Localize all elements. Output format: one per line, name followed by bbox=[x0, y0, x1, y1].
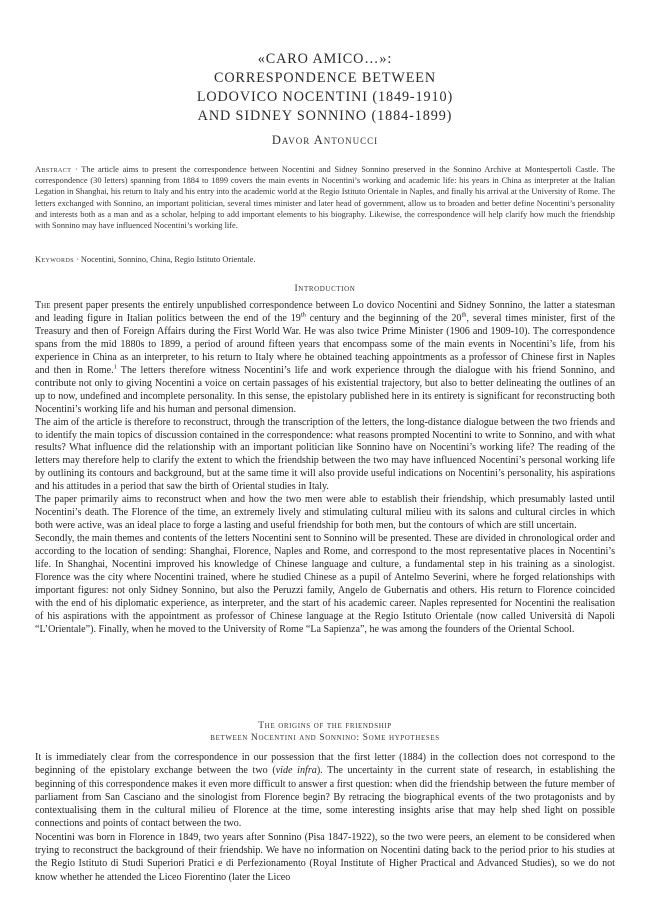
introduction-body bbox=[35, 300, 615, 637]
introduction-paragraph-3: The paper primarily aims to reconstruct when and how the two men were able to establish their friendship, which presumably lasted until Nocentini’s death. The Florence of the time, an extremely lively and stimulating cultural milieu with its salons and cultural circles in which both were active, was an ideal place to forge a lasting and useful friendship for both men, but the contours of which are still uncertain. bbox=[35, 494, 615, 532]
text-run: century and the beginning of the 20 bbox=[305, 312, 462, 324]
introduction-heading: Introduction bbox=[294, 283, 356, 294]
abstract-label: Abstract bbox=[35, 165, 72, 174]
dropcap: The bbox=[35, 300, 51, 311]
origins-heading-line-1: The origins of the friendship bbox=[258, 720, 392, 731]
paper-title-line-4: AND SIDNEY SONNINO (1884-1899) bbox=[197, 108, 453, 124]
origins-body bbox=[35, 751, 615, 884]
paper-title-line-1: «CARO AMICO…»: bbox=[257, 51, 393, 67]
text-run: , several times minister, first of the Treasury and then of Foreign Affairs during the First World War. He was also twice Prime Minister (1906 and 1909-10). The correspondence spans from the mid 1880s to 1899, a period of around fifteen years that encompass some of the main events in Nocentini’s life, from his experience in China as an interpreter, to his return to Italy where he obtained teaching appointments as a professor of Chinese first in Naples and then in Rome. bbox=[35, 312, 615, 376]
abstract bbox=[35, 164, 615, 231]
abstract-text: · The article aims to present the correspondence between Nocentini and Sidney Sonnino preserved in the Sonnino Archive at Montespertoli Castle. The correspondence (30 letters) spanning from 1884 to 1899 covers the main events in Nocentini’s working and academic life: his years in China as interpreter at the Italian Legation in Shanghai, his return to Italy and his entry into the academic world at the Regio Istituto Orientale in Naples, and finally his arrival at the University of Rome. The letters exchanged with Sonnino, an important politician, several times minister and later head of government, allow us to broaden and better define Nocentini’s personality and interests both as a man and as a scholar, helping to add important elements to his biography. Likewise, the correspondence will help clarify how much the friendship with Sonnino may have influenced Nocentini’s working life. bbox=[35, 165, 615, 231]
text-run: ). The uncertainty in the current state of research, in establishing the beginning of this correspondence makes it even more difficult to answer a first question: when did the friendship between the future member of parliament from San Casciano and the sinologist from Florence begin? By retracing the biographical events of the two protagonists and by contextualising them in the cultural milieu of Florence at the time, some interesting insights arise that may help shed light on possible connections and points of contact between the two. bbox=[35, 765, 615, 830]
author-name: Davor Antonucci bbox=[271, 133, 379, 147]
origins-paragraph-1 bbox=[35, 751, 615, 831]
origins-paragraph-2: Nocentini was born in Florence in 1849, two years after Sonnino (Pisa 1847-1922), so the two were peers, an element to be considered when trying to reconstruct the background of their friendship. We have no information on Nocentini dating back to the period prior to his studies at the Regio Istituto di Studi Superiori Pratici e di Perfezionamento (Royal Institute of Higher Practical and Advanced Studies), so we do not know whether he attended the Liceo Fiorentino (later the Liceo bbox=[35, 831, 615, 883]
paper-title-line-3: LODOVICO NOCENTINI (1849-1910) bbox=[196, 89, 454, 105]
introduction-paragraph-4: Secondly, the main themes and contents of the letters Nocentini sent to Sonnino will be presented. These are divided in chronological order and according to the location of sending: Shanghai, Florence, Naples and Rome, and correspond to the most representative places in Nocentini’s life. In Shanghai, Nocentini improved his knowledge of Chinese language and culture, a fundamental step in his training as a sinologist. Florence was the city where Nocentini trained, where he studied Chinese as a pupil of Antelmo Severini, where he forged relationships with important figures: not only Sidney Sonnino, but also the Peruzzi family, Angelo de Gubernatis and others. His return to Florence coincided with the end of his diplomatic experience, as interpreter, and the start of his academic career. Naples represented for Nocentini the realisation of his aspirations with the appointment as professor of Chinese language at the Regio Istituto Orientale (now called Università di Napoli “L’Orientale”). Finally, when he moved to the University of Rome “La Sapienza”, he was among the founders of the Oriental School. bbox=[35, 533, 615, 635]
text-run: present paper presents the entirely unpublished correspondence between Lo dovico Nocentini and Sidney Sonnino, the latter a statesman and leading figure in Italian politics between the end of the 19 bbox=[35, 300, 615, 324]
paper-title-line-2: CORRESPONDENCE BETWEEN bbox=[214, 70, 436, 86]
origins-heading bbox=[0, 720, 650, 744]
superscript: th bbox=[300, 311, 306, 319]
italic-text: vide infra bbox=[275, 765, 317, 777]
title-block bbox=[0, 50, 650, 148]
keywords-label: Keywords bbox=[35, 255, 74, 264]
superscript: th bbox=[461, 311, 467, 319]
text-run: The letters therefore witness Nocentini’s life and work experience through the dialogue with his friend Sonnino, and contribute not only to giving Nocentini a voice on certain passages of his existential trajectory, but also to better delineating the outlines of an up to now, undefined and incomplete personality. In this sense, the epistolary published here in its entirety is significant for reconstructing both Nocentini’s working life and his human and personal dimension. bbox=[35, 364, 615, 415]
keywords-text: · Nocentini, Sonnino, China, Regio Istituto Orientale. bbox=[73, 255, 256, 264]
origins-heading-line-2: between Nocentini and Sonnino: Some hypotheses bbox=[210, 732, 440, 743]
text-run: It is immediately clear from the correspondence in our possession that the first letter (1884) in the collection does not correspond to the beginning of the epistolary exchange between the two ( bbox=[35, 752, 615, 777]
footnote-ref-1[interactable]: 1 bbox=[113, 363, 117, 371]
introduction-paragraph-2: The aim of the article is therefore to reconstruct, through the transcription of the letters, the long-distance dialogue between the two friends and to identify the main topics of discussion contained in the correspondence: what reasons prompted Nocentini to write to Sonnino, and with what results? What influence did the relationship with an important politician like Sonnino have on Nocentini’s working life? The reading of the letters may therefore help to clarify the extent to which the friendship between the two may have influenced Nocentini’s personal working life by outlining its contours and background, but at the same time it will also provide useful indications on Nocentini’s personality, his aspirations and his attitudes in a period that saw the birth of Oriental studies in Italy. bbox=[35, 416, 615, 493]
keywords bbox=[35, 254, 615, 265]
introduction-paragraph-1 bbox=[35, 300, 615, 417]
